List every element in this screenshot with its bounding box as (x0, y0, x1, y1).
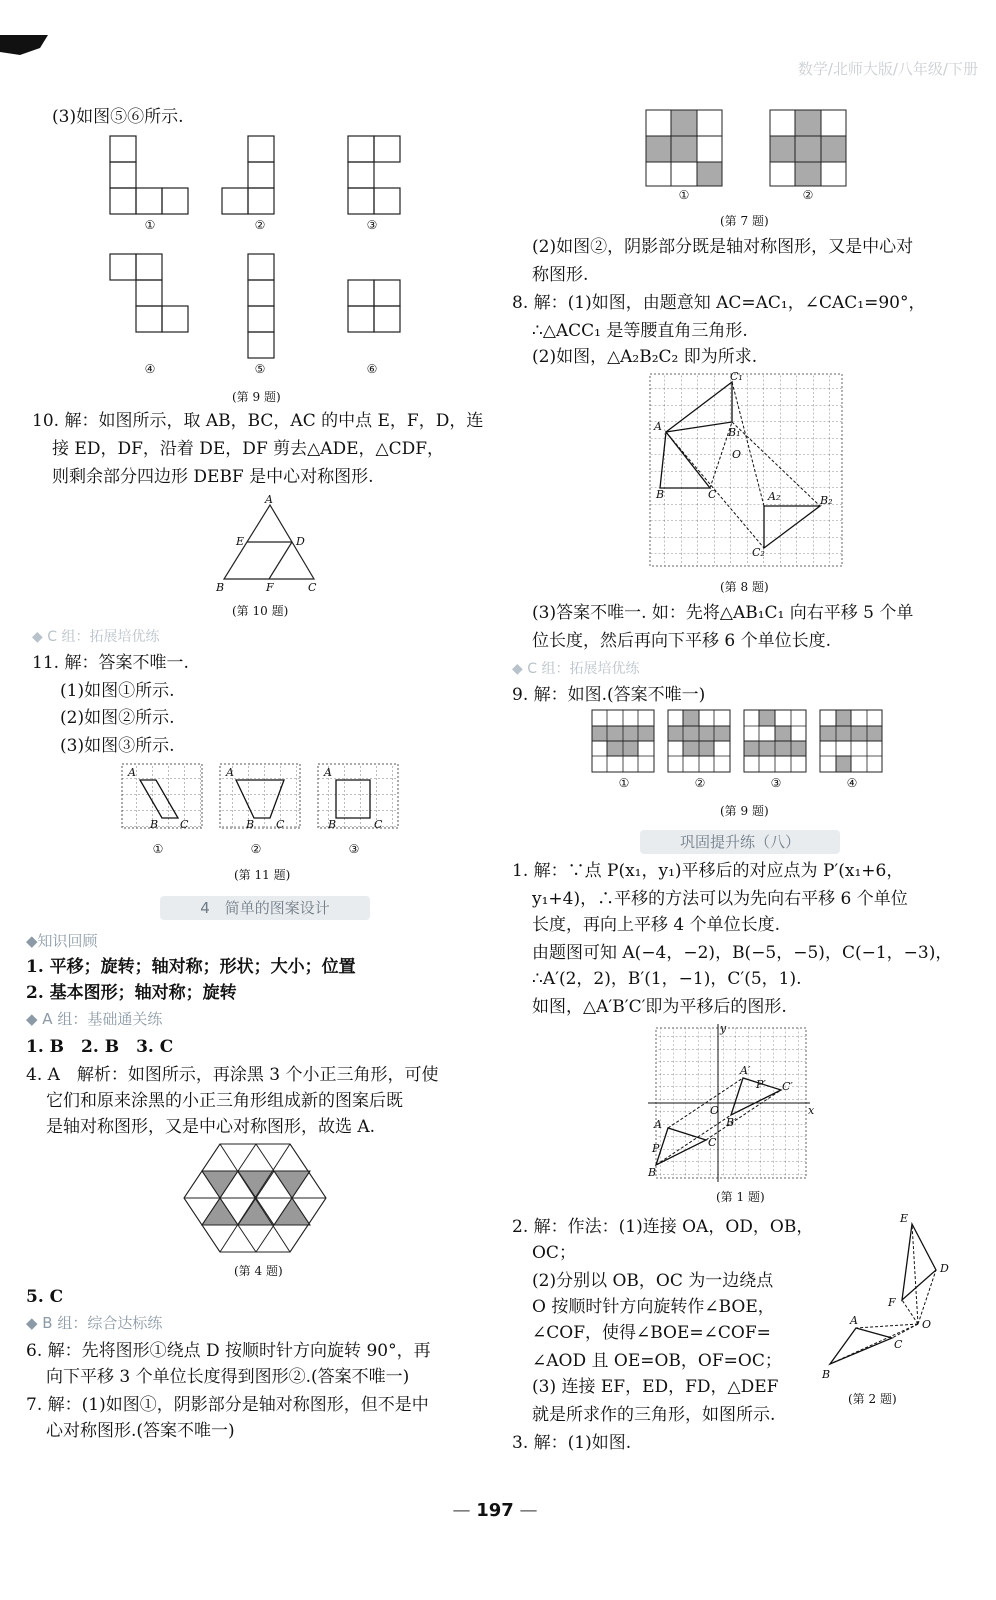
svg-text:A: A (850, 1314, 858, 1327)
fig9-label-5: ⑤ (254, 362, 266, 376)
svg-text:P: P (652, 1142, 660, 1155)
p2-line6: ∠AOD 且 OE=OB，OF=OC； (532, 1351, 782, 1371)
svg-text:B: B (648, 1166, 657, 1179)
figure-10-triangle (210, 495, 330, 595)
svg-text:A: A (654, 420, 662, 433)
q11-line4: (3)如图③所示. (60, 736, 175, 756)
q11-line1: 11. 解：答案不唯一. (32, 653, 189, 673)
svg-text:O: O (710, 1104, 720, 1117)
fig9r-label-4: ④ (846, 776, 858, 790)
fig9-label-3: ③ (366, 218, 378, 232)
q9-right-line1: 9. 解：如图.(答案不唯一) (512, 685, 706, 705)
q6-line2: 向下平移 3 个单位长度得到图形②.(答案不唯一) (46, 1367, 410, 1387)
q4-line3: 是轴对称图形，又是中心对称图形，故选 A. (46, 1117, 376, 1137)
fig11-label-3: ③ (348, 842, 360, 856)
figure-9-nets (100, 130, 540, 410)
q4-line2: 它们和原来涂黑的小正三角形组成新的图案后既 (46, 1091, 403, 1111)
answer-5: 5. C (26, 1287, 64, 1307)
p2-line2: OC； (532, 1243, 576, 1263)
svg-text:B₂: B₂ (820, 494, 833, 507)
svg-text:B: B (246, 818, 255, 831)
q7-2-line2: 称图形. (532, 265, 589, 285)
fig7-label-2: ② (802, 188, 814, 202)
q11-line2: (1)如图①所示. (60, 681, 175, 701)
svg-text:C: C (374, 818, 383, 831)
section-c-heading-right: ◆ C 组：拓展培优练 (512, 661, 640, 677)
fig10-point-C: C (308, 581, 317, 594)
svg-text:B: B (822, 1368, 831, 1381)
svg-text:x: x (808, 1104, 815, 1117)
fig9-label-1: ① (144, 218, 156, 232)
p3-line1: 3. 解：(1)如图. (512, 1433, 632, 1453)
p2-line7: (3) 连接 EF，ED，FD，△DEF (532, 1377, 779, 1397)
svg-text:A: A (324, 766, 332, 779)
fig4-caption: (第 4 题) (234, 1264, 283, 1278)
p1-line5: ∴A′(2，2)，B′(1，−1)，C′(5，1). (532, 969, 802, 989)
svg-text:B₁: B₁ (728, 426, 741, 439)
fig9r-label-3: ③ (770, 776, 782, 790)
review-heading: ◆知识回顾 (26, 932, 98, 950)
svg-text:C′: C′ (782, 1080, 793, 1093)
fig10-point-F: F (266, 581, 274, 594)
fig1-caption: (第 1 题) (716, 1190, 765, 1204)
svg-text:y: y (720, 1022, 727, 1035)
svg-text:O: O (732, 448, 742, 461)
svg-text:A: A (128, 766, 136, 779)
q7-line1: 7. 解：(1)如图①，阴影部分是轴对称图形，但不是中 (26, 1395, 429, 1415)
fig9-label-6: ⑥ (366, 362, 378, 376)
p2-line5: ∠COF，使得∠BOE=∠COF= (532, 1323, 771, 1343)
svg-text:C: C (894, 1338, 903, 1351)
fig11-label-1: ① (152, 842, 164, 856)
fig10-caption: (第 10 题) (232, 604, 289, 618)
fig10-point-D: D (296, 535, 305, 548)
p1-line6: 如图，△A′B′C′即为平移后的图形. (532, 997, 787, 1017)
figure-7-grids (644, 108, 834, 188)
fig10-point-B: B (216, 581, 225, 594)
fig9-label-2: ② (254, 218, 266, 232)
svg-text:C₂: C₂ (752, 546, 765, 559)
svg-text:C: C (276, 818, 285, 831)
p2-line4: O 按顺时针方向旋转作∠BOE， (532, 1297, 775, 1317)
answers-1-3: 1. B 2. B 3. C (26, 1037, 174, 1057)
review-item-2: 2. 基本图形；轴对称；旋转 (26, 983, 237, 1003)
svg-text:B′: B′ (726, 1116, 737, 1129)
svg-text:O: O (922, 1318, 932, 1331)
fig9r-label-2: ② (694, 776, 706, 790)
page-number: — 197 — (452, 1500, 538, 1521)
figure-2-rotation (820, 1212, 960, 1382)
q7-2-line1: (2)如图②，阴影部分既是轴对称图形，又是中心对 (532, 237, 914, 257)
p1-line3: 长度，再向上平移 4 个单位长度. (532, 915, 781, 935)
q8-3-line2: 位长度，然后再向下平移 6 个单位长度. (532, 631, 832, 651)
page-header: 数学/北师大版/八年级/下册 (797, 60, 978, 78)
section-a-heading: ◆ A 组：基础通关练 (26, 1010, 163, 1028)
corner-decoration (0, 30, 60, 70)
fig9-caption: (第 9 题) (232, 390, 281, 404)
svg-text:C: C (180, 818, 189, 831)
svg-text:B: B (656, 488, 665, 501)
fig11-caption: (第 11 题) (234, 868, 291, 882)
figure-9-patterns (590, 708, 890, 778)
svg-text:P′: P′ (756, 1078, 766, 1091)
q10-line1: 10. 解：如图所示，取 AB，BC，AC 的中点 E，F，D，连 (32, 411, 484, 431)
practice-8-banner: 巩固提升练（八） (640, 830, 840, 854)
fig10-point-E: E (236, 535, 245, 548)
svg-text:E: E (900, 1212, 909, 1225)
fig2-caption: (第 2 题) (848, 1392, 897, 1406)
section-4-title: 4 简单的图案设计 (160, 896, 370, 920)
q4-line1: 4. A 解析：如图所示，再涂黑 3 个小正三角形，可使 (26, 1065, 439, 1085)
figure-8-grid (648, 372, 848, 572)
fig9r-label-1: ① (618, 776, 630, 790)
svg-text:D: D (940, 1262, 949, 1275)
fig11-label-2: ② (250, 842, 262, 856)
fig10-point-A: A (265, 493, 273, 506)
p2-line1: 2. 解：作法：(1)连接 OA，OD，OB， (512, 1217, 814, 1237)
section-b-heading: ◆ B 组：综合达标练 (26, 1314, 163, 1332)
figure-4-hexagon (180, 1140, 330, 1260)
figure-1-coordinate-grid (648, 1024, 818, 1184)
review-item-1: 1. 平移；旋转；轴对称；形状；大小；位置 (26, 957, 356, 977)
p1-line2: y₁+4)，∴平移的方法可以为先向右平移 6 个单位 (532, 889, 908, 909)
figure-11-grids (120, 762, 420, 842)
q7-line2: 心对称图形.(答案不唯一) (46, 1421, 235, 1441)
svg-text:C: C (708, 1136, 717, 1149)
p2-line3: (2)分别以 OB，OC 为一边绕点 (532, 1271, 774, 1291)
q8-line3: (2)如图，△A₂B₂C₂ 即为所求. (532, 347, 758, 367)
q10-line3: 则剩余部分四边形 DEBF 是中心对称图形. (52, 467, 374, 487)
svg-text:A: A (654, 1118, 662, 1131)
section-c-heading-left: ◆ C 组：拓展培优练 (32, 629, 160, 645)
q9-part3: (3)如图⑤⑥所示. (52, 107, 184, 127)
fig7-label-1: ① (678, 188, 690, 202)
svg-text:A′: A′ (740, 1064, 751, 1077)
svg-text:B: B (150, 818, 159, 831)
q8-line2: ∴△ACC₁ 是等腰直角三角形. (532, 321, 748, 341)
fig7-caption: (第 7 题) (720, 214, 769, 228)
p2-line8: 就是所求作的三角形，如图所示. (532, 1405, 776, 1425)
svg-text:A: A (226, 766, 234, 779)
p1-line1: 1. 解：∵点 P(x₁，y₁)平移后的对应点为 P′(x₁+6， (512, 861, 904, 881)
q11-line3: (2)如图②所示. (60, 708, 175, 728)
q10-line2: 接 ED，DF，沿着 DE，DF 剪去△ADE，△CDF， (52, 439, 445, 459)
svg-text:A₂: A₂ (768, 490, 781, 503)
q6-line1: 6. 解：先将图形①绕点 D 按顺时针方向旋转 90°，再 (26, 1341, 431, 1361)
q8-line1: 8. 解：(1)如图，由题意知 AC=AC₁，∠CAC₁=90°， (512, 293, 926, 313)
fig9-label-4: ④ (144, 362, 156, 376)
q8-3-line1: (3)答案不唯一. 如：先将△AB₁C₁ 向右平移 5 个单 (532, 603, 914, 623)
svg-text:C: C (708, 488, 717, 501)
svg-text:C₁: C₁ (730, 370, 743, 383)
svg-text:B: B (328, 818, 337, 831)
fig8-caption: (第 8 题) (720, 580, 769, 594)
fig9r-caption: (第 9 题) (720, 804, 769, 818)
p1-line4: 由题图可知 A(−4，−2)，B(−5，−5)，C(−1，−3)， (532, 943, 953, 963)
svg-text:F: F (888, 1296, 896, 1309)
